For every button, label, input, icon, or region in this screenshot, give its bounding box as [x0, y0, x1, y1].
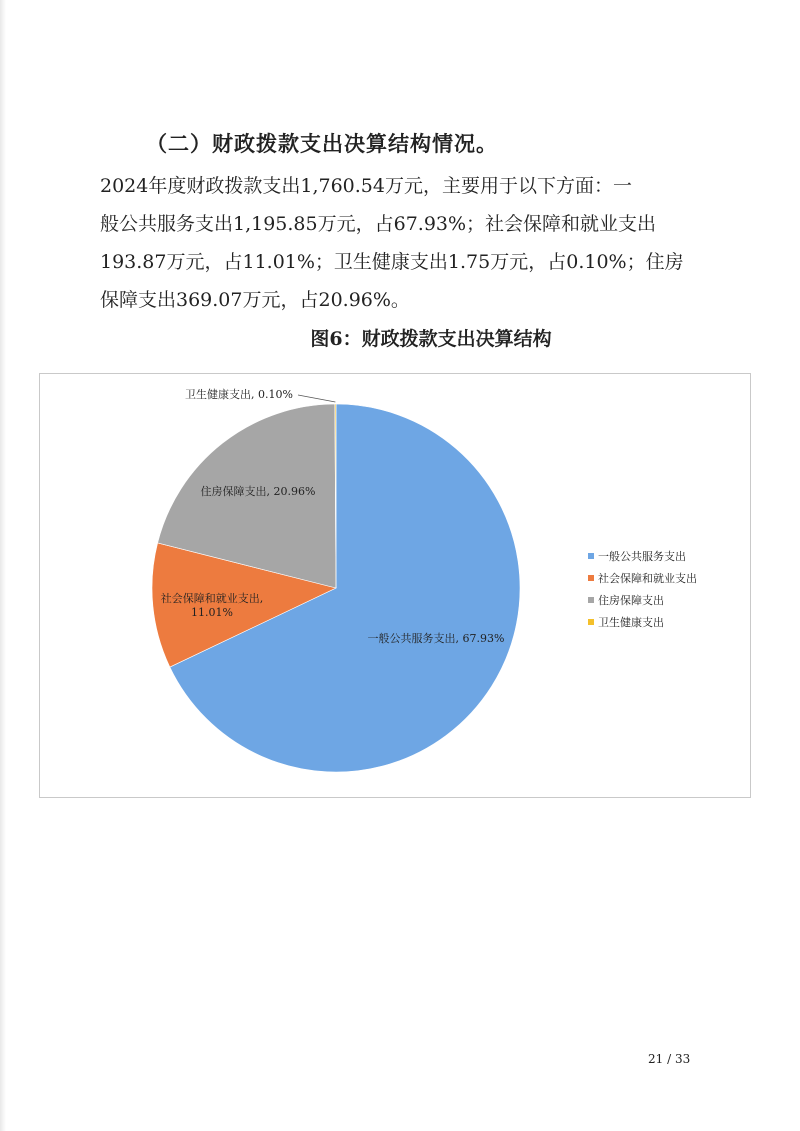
legend-item	[588, 567, 697, 589]
legend-swatch	[588, 575, 594, 581]
legend-label: 社会保障和就业支出	[598, 572, 697, 585]
legend-swatch	[588, 619, 594, 625]
section-heading: （二）财政拨款支出决算结构情况。	[146, 131, 498, 156]
slice-data-label: 卫生健康支出, 0.10%	[185, 388, 293, 401]
page-number: 21 / 33	[648, 1052, 691, 1066]
slice-data-label: 住房保障支出, 20.96%	[200, 485, 316, 498]
legend-label: 一般公共服务支出	[598, 550, 686, 563]
legend-swatch	[588, 553, 594, 559]
legend-item	[588, 611, 697, 633]
figure-title: 图6：财政拨款支出决算结构	[310, 328, 552, 350]
chart-legend	[588, 545, 697, 633]
legend-item	[588, 545, 697, 567]
legend-swatch	[588, 597, 594, 603]
paragraph-line: 193.87万元，占11.01%；卫生健康支出1.75万元，占0.10%；住房	[100, 251, 684, 273]
paragraph-line: 2024年度财政拨款支出1,760.54万元，主要用于以下方面：一	[100, 175, 632, 197]
slice-data-label: 一般公共服务支出, 67.93%	[367, 632, 505, 645]
legend-item	[588, 589, 697, 611]
paragraph-line: 保障支出369.07万元，占20.96%。	[100, 289, 410, 311]
label-leader-line	[298, 395, 335, 402]
legend-label: 卫生健康支出	[598, 616, 664, 629]
legend-label: 住房保障支出	[598, 594, 664, 607]
paragraph-line: 般公共服务支出1,195.85万元，占67.93%；社会保障和就业支出	[100, 213, 657, 235]
slice-data-label: 社会保障和就业支出, 11.01%	[160, 592, 264, 619]
